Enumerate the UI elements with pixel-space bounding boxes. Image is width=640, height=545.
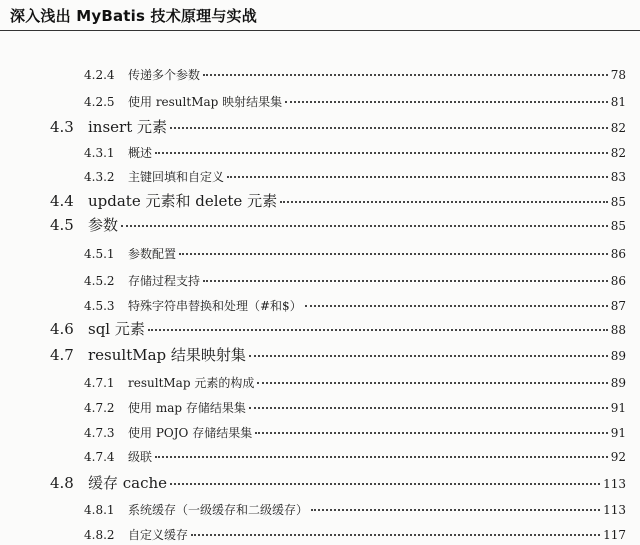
toc-entry-number: 4.3 xyxy=(50,118,74,136)
toc-entry-title: 存储过程支持 xyxy=(128,274,201,288)
toc-entry xyxy=(84,245,626,262)
toc-entry xyxy=(50,190,626,211)
toc-entry xyxy=(50,472,626,493)
toc-entry xyxy=(84,424,626,441)
toc-entry xyxy=(84,66,626,83)
toc-entry-page: 83 xyxy=(610,170,626,184)
toc-entry-title: 传递多个参数 xyxy=(128,68,201,82)
toc-entry-page: 89 xyxy=(610,376,626,390)
toc-entry-number: 4.7.3 xyxy=(84,426,115,440)
toc-entry xyxy=(84,93,626,110)
dot-leader xyxy=(227,175,608,178)
toc-entry-page: 86 xyxy=(610,247,626,261)
toc-entry-title: resultMap 结果映射集 xyxy=(88,346,246,364)
dot-leader xyxy=(255,431,608,434)
toc-entry xyxy=(50,344,626,365)
toc-entry xyxy=(84,501,626,518)
toc-entry-page: 82 xyxy=(610,146,626,160)
toc-entry-title: 级联 xyxy=(128,450,153,464)
toc-entry-number: 4.5.1 xyxy=(84,247,115,261)
dot-leader xyxy=(311,508,600,511)
toc-entry xyxy=(84,448,626,465)
toc-entry-number: 4.8 xyxy=(50,474,74,492)
toc-entry-page: 92 xyxy=(610,450,626,464)
toc-entry-title: 特殊字符串替换和处理（#和$） xyxy=(128,299,302,313)
toc-entry-title: 缓存 cache xyxy=(88,474,168,492)
toc-entry xyxy=(84,144,626,161)
dot-leader xyxy=(305,304,608,307)
toc-entry-page: 86 xyxy=(610,274,626,288)
toc-entry-title: 主键回填和自定义 xyxy=(128,170,225,184)
toc-entry-number: 4.7.1 xyxy=(84,376,115,390)
toc-entry xyxy=(84,526,626,543)
toc-entry-number: 4.2.4 xyxy=(84,68,115,82)
dot-leader xyxy=(249,354,608,357)
toc-entry-page: 78 xyxy=(610,68,626,82)
toc-entry-page: 88 xyxy=(610,323,626,337)
toc-entry-number: 4.7.2 xyxy=(84,401,115,415)
toc-entry xyxy=(84,399,626,416)
toc-entry-title: update 元素和 delete 元素 xyxy=(88,192,278,210)
toc-entry xyxy=(84,168,626,185)
toc-entry-number: 4.8.1 xyxy=(84,503,115,517)
dot-leader xyxy=(191,533,600,536)
dot-leader xyxy=(148,328,608,331)
dot-leader xyxy=(170,126,608,129)
toc-entry-number: 4.3.1 xyxy=(84,146,115,160)
toc-entry-number: 4.7 xyxy=(50,346,74,364)
dot-leader xyxy=(155,455,608,458)
toc-entry-title: 系统缓存（一级缓存和二级缓存） xyxy=(128,503,309,517)
toc-entry-page: 82 xyxy=(610,121,626,135)
toc-entry-page: 87 xyxy=(610,299,626,313)
toc-entry-number: 4.5.2 xyxy=(84,274,115,288)
dot-leader xyxy=(285,100,608,103)
toc-entry-title: 参数 xyxy=(88,216,119,234)
toc-entry-number: 4.5 xyxy=(50,216,74,234)
toc-entry xyxy=(50,116,626,137)
toc-entry-number: 4.7.4 xyxy=(84,450,115,464)
dot-leader xyxy=(203,73,608,76)
toc-entry-number: 4.3.2 xyxy=(84,170,115,184)
toc-entry-page: 91 xyxy=(610,426,626,440)
toc-entry-number: 4.2.5 xyxy=(84,95,115,109)
toc-entry-page: 117 xyxy=(603,528,626,542)
toc-entry xyxy=(84,272,626,289)
toc-entry-page: 113 xyxy=(603,503,626,517)
toc-entry-title: 使用 POJO 存储结果集 xyxy=(128,426,253,440)
toc-entry-page: 85 xyxy=(610,219,626,233)
toc-entry-title: 使用 map 存储结果集 xyxy=(128,401,246,415)
toc-entry-title: 使用 resultMap 映射结果集 xyxy=(128,95,283,109)
toc-entry-title: 自定义缓存 xyxy=(128,528,189,542)
toc-entry xyxy=(84,374,626,391)
dot-leader xyxy=(170,482,600,485)
dot-leader xyxy=(179,252,608,255)
toc-entry-title: sql 元素 xyxy=(88,320,145,338)
toc-entry-title: resultMap 元素的构成 xyxy=(128,376,255,390)
toc-entry-page: 81 xyxy=(610,95,626,109)
toc-entry-number: 4.8.2 xyxy=(84,528,115,542)
toc-entry-page: 89 xyxy=(610,349,626,363)
toc-entry-number: 4.6 xyxy=(50,320,74,338)
dot-leader xyxy=(280,200,608,203)
toc-entry xyxy=(84,297,626,314)
book-title: 深入浅出 MyBatis 技术原理与实战 xyxy=(10,7,257,25)
toc-entry-page: 85 xyxy=(610,195,626,209)
toc-entry-title: 参数配置 xyxy=(128,247,177,261)
dot-leader xyxy=(121,224,608,227)
toc-entry-page: 113 xyxy=(603,477,626,491)
toc-entry-title: insert 元素 xyxy=(88,118,167,136)
dot-leader xyxy=(249,406,608,409)
dot-leader xyxy=(155,151,608,154)
toc-entry-number: 4.5.3 xyxy=(84,299,115,313)
toc-entry xyxy=(50,214,626,235)
toc-entry-number: 4.4 xyxy=(50,192,74,210)
dot-leader xyxy=(203,279,608,282)
dot-leader xyxy=(257,381,607,384)
toc-entry-page: 91 xyxy=(610,401,626,415)
toc-entry xyxy=(50,318,626,339)
toc-entry-title: 概述 xyxy=(128,146,153,160)
